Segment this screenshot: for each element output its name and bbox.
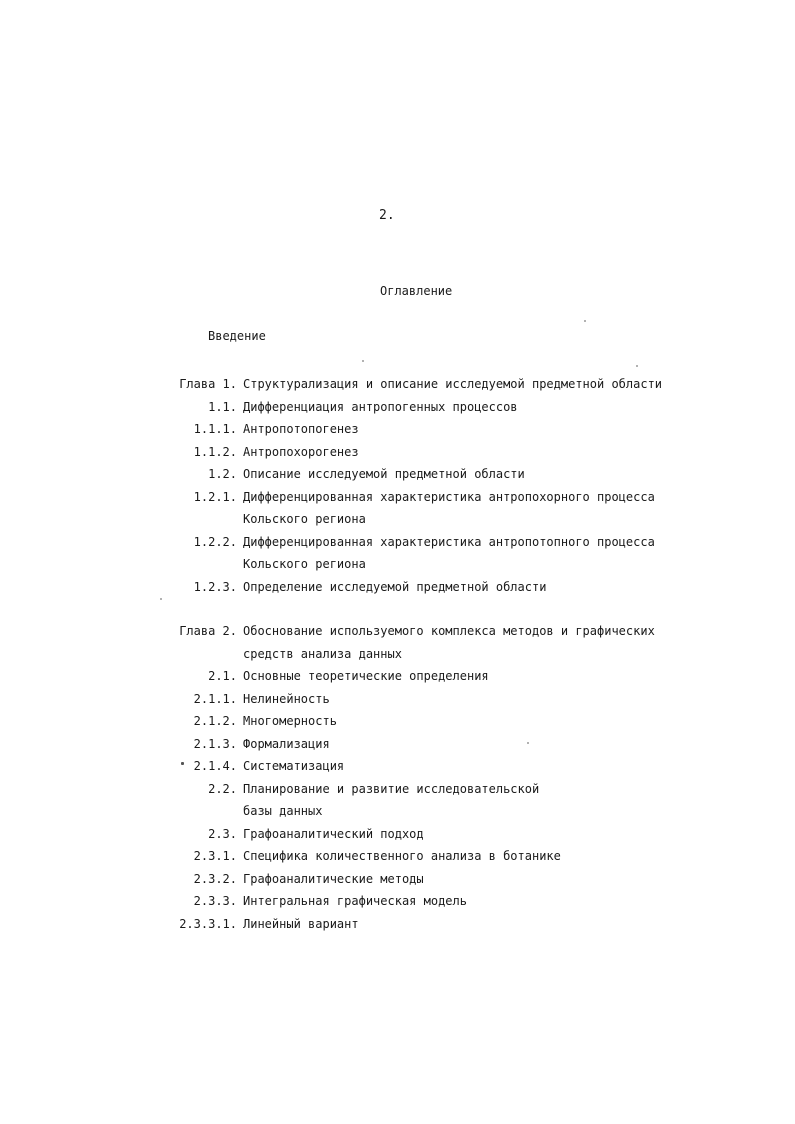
- toc-entry: [0, 531, 795, 553]
- toc-entry: [0, 845, 795, 867]
- toc-entry-title: Планирование и развитие исследовательской: [243, 781, 540, 796]
- scan-speck: [181, 762, 184, 765]
- toc-entry-title: Графоаналитический подход: [243, 826, 424, 841]
- toc-entry-number: 1.2.2.: [193, 534, 237, 549]
- toc-entry-number: 2.3.1.: [193, 849, 237, 863]
- scan-speck: [584, 320, 586, 322]
- toc-entry-title: Определение исследуемой предметной области: [243, 579, 547, 594]
- toc-entry-title: Многомерность: [243, 714, 337, 728]
- toc-entry-number: 2.3.: [208, 826, 237, 841]
- toc-entry-number: 2.3.2.: [193, 871, 237, 886]
- toc-entry: [0, 913, 795, 935]
- scan-speck: [160, 598, 162, 600]
- toc-entry-number: Глава 2.: [179, 624, 237, 638]
- toc-entry: [0, 688, 795, 710]
- toc-entry-number: 2.3.3.: [193, 894, 237, 908]
- toc-entry-number: 2.1.: [208, 669, 237, 683]
- toc-entry-title: Кольского региона: [243, 512, 366, 526]
- toc-entry-title: Нелинейность: [243, 691, 330, 706]
- toc-entry-title: Дифференциация антропогенных процессов: [243, 399, 518, 414]
- toc-entry: [0, 643, 795, 665]
- toc-entry-number: 2.1.4.: [193, 759, 237, 773]
- toc-entry-title: Антропохорогенез: [243, 444, 359, 459]
- toc-entry-title: Систематизация: [243, 759, 345, 773]
- toc-entry: [0, 710, 795, 732]
- toc-entry: [0, 396, 795, 418]
- toc-entry-number: 2.1.2.: [193, 714, 237, 728]
- toc-entry-number: 1.1.2.: [193, 444, 237, 459]
- toc-entry: [0, 373, 795, 395]
- toc-title: Оглавление: [380, 284, 453, 298]
- toc-entry-number: Глава 1.: [179, 377, 237, 391]
- toc-entry-title: Антропотопогенез: [243, 422, 359, 436]
- toc-entry-title: Графоаналитические методы: [243, 871, 424, 886]
- toc-entry-number: 1.2.3.: [193, 579, 237, 594]
- toc-entry-title: базы данных: [243, 804, 323, 818]
- toc-entry-title: средств анализа данных: [243, 646, 402, 661]
- toc-entry: [0, 418, 795, 440]
- toc-entry: [0, 800, 795, 822]
- toc-entry-title: Обоснование используемого комплекса методов и графических: [243, 624, 655, 638]
- toc-entry: [0, 553, 795, 575]
- scan-speck: [362, 360, 364, 362]
- toc-entry: [0, 778, 795, 800]
- toc-entry: [0, 576, 795, 598]
- toc-entry-title: Структурализация и описание исследуемой предметной области: [243, 377, 663, 391]
- toc-entry-number: 2.1.3.: [193, 736, 237, 751]
- toc-entry-number: 1.2.: [208, 467, 237, 481]
- toc-entry-number: 2.2.: [208, 781, 237, 796]
- toc-entry-title: Описание исследуемой предметной области: [243, 467, 525, 481]
- scan-speck: [636, 365, 638, 367]
- toc-entry: [0, 441, 795, 463]
- toc-entry-number: 2.3.3.1.: [179, 916, 237, 931]
- toc-entry: [0, 486, 795, 508]
- toc-entry-title: Формализация: [243, 736, 330, 751]
- toc-entry-title: Дифференцированная характеристика антропотопного процесса: [243, 534, 655, 549]
- scan-speck: [527, 742, 529, 744]
- toc-entry-number: 1.1.: [208, 399, 237, 414]
- toc-entry: [0, 890, 795, 912]
- toc-entry-title: Основные теоретические определения: [243, 669, 489, 683]
- toc-entry-number: 1.1.1.: [193, 422, 237, 436]
- toc-entry: [0, 868, 795, 890]
- toc-entry-number: 2.1.1.: [193, 691, 237, 706]
- toc-entry-title: Специфика количественного анализа в ботанике: [243, 849, 561, 863]
- toc-entry: [0, 620, 795, 642]
- toc-entry: [0, 463, 795, 485]
- toc-entry: [0, 823, 795, 845]
- intro-entry: Введение: [208, 329, 266, 343]
- toc-entry: [0, 665, 795, 687]
- toc-entry: [0, 733, 795, 755]
- toc-entry-number: 1.2.1.: [193, 489, 237, 504]
- toc-entry: [0, 755, 795, 777]
- toc-entry-title: Кольского региона: [243, 557, 366, 571]
- toc-entry-title: Интегральная графическая модель: [243, 894, 467, 908]
- toc-entry-title: Линейный вариант: [243, 916, 359, 931]
- toc-entry: [0, 508, 795, 530]
- toc-entry-title: Дифференцированная характеристика антропохорного процесса: [243, 489, 655, 504]
- page-number: 2.: [379, 208, 395, 223]
